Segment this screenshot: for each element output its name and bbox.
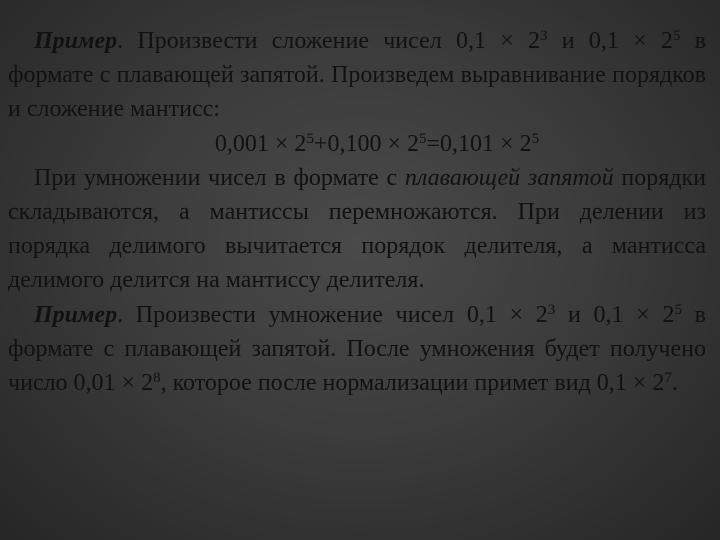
formula-segment: 0,001 × 2 [214, 130, 307, 157]
exponent: 8 [153, 369, 161, 386]
exponent: 5 [531, 130, 540, 147]
text-segment: в формате с плавающей запятой. После умножения будет получено число 0,01 × 2 [8, 301, 706, 397]
example-addition-paragraph [8, 24, 706, 127]
text-segment: в формате с плавающей запятой. Произведем выравнивание порядков и сложение мантисс: [8, 28, 706, 123]
exponent: 5 [306, 130, 314, 147]
exponent: 5 [672, 27, 681, 44]
addition-formula [8, 127, 706, 161]
example-multiplication-paragraph [8, 298, 706, 401]
example-label: Пример [34, 28, 118, 54]
formula-segment: =0,101 × 2 [426, 130, 532, 157]
emphasis-text: плавающей запятой [404, 164, 614, 191]
text-segment: . Произвести сложение чисел 0,1 × 2 [117, 28, 541, 54]
formula-segment: +0,100 × 2 [313, 130, 420, 157]
text-segment: и 0,1 × 2 [547, 28, 673, 54]
text-segment: . [671, 370, 678, 397]
example-label: Пример [34, 301, 118, 328]
text-block [8, 24, 706, 400]
exponent: 3 [540, 27, 548, 44]
text-segment: . Произвести умножение чисел 0,1 × 2 [117, 301, 548, 328]
multiplication-rule-paragraph [8, 161, 706, 298]
exponent: 5 [419, 130, 427, 147]
text-segment: , которое после нормализации примет вид 0,1 × 2 [160, 370, 665, 397]
text-segment: и 0,1 × 2 [555, 301, 675, 328]
exponent: 3 [547, 301, 556, 318]
text-segment: порядки складываются, а мантиссы перемножаются. При делении из порядка делимого вычитается порядок делителя, а мантисса делимого делится на мантиссу делителя. [8, 164, 706, 294]
exponent: 7 [664, 369, 672, 386]
text-segment: При умножении чисел в формате с [34, 164, 405, 191]
exponent: 5 [674, 301, 682, 318]
